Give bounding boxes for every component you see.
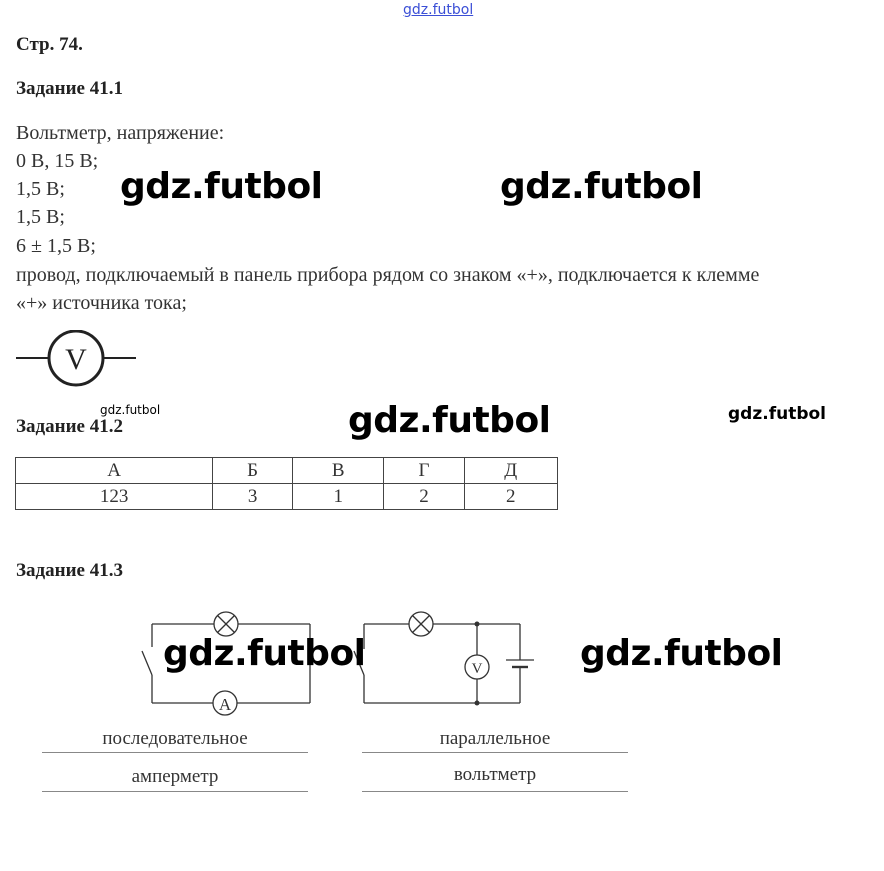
table-cell: 2	[384, 484, 464, 510]
table-header-cell: А	[16, 458, 213, 484]
task-41-3-title: Задание 41.3	[16, 560, 123, 581]
watermark-text: gdz.futbol	[580, 633, 783, 674]
watermark-text: gdz.futbol	[348, 400, 551, 441]
table-header-cell: В	[292, 458, 384, 484]
table-header-cell: Б	[213, 458, 293, 484]
task-41-2-title: Задание 41.2	[16, 416, 123, 437]
circuit2-connection-label: параллельное	[439, 728, 551, 749]
watermark-text: gdz.futbol	[500, 166, 703, 207]
answer-underline	[42, 791, 308, 792]
task-41-1-line: 1,5 В;	[16, 178, 65, 200]
circuit1-device-label: амперметр	[131, 766, 219, 787]
watermark-text: gdz.futbol	[100, 403, 161, 417]
task-41-1-line: «+» источника тока;	[16, 292, 187, 314]
circuit-parallel-diagram	[350, 605, 550, 725]
task-41-1-line: 0 В, 15 В;	[16, 150, 99, 172]
table-header-cell: Д	[464, 458, 557, 484]
watermark-text: gdz.futbol	[163, 633, 366, 674]
task-41-1-line: 6 ± 1,5 В;	[16, 235, 96, 257]
circuit2-device-label: вольтметр	[453, 764, 537, 785]
task-41-1-line: Вольтметр, напряжение:	[16, 122, 225, 144]
page-label: Стр. 74.	[16, 34, 83, 55]
watermark-text: gdz.futbol	[120, 166, 323, 207]
table-header-cell: Г	[384, 458, 464, 484]
voltmeter-letter-small: V	[471, 661, 483, 677]
task-41-1-line: провод, подключаемый в панель прибора рядом со знаком «+», подключается к клемме	[16, 264, 760, 286]
table-cell: 123	[16, 484, 213, 510]
table-header-row	[16, 458, 558, 484]
circuit1-connection-label: последовательное	[102, 728, 248, 749]
answer-table	[15, 457, 558, 510]
answer-underline	[362, 791, 628, 792]
watermark-text: gdz.futbol	[728, 404, 826, 424]
table-cell: 3	[213, 484, 293, 510]
task-41-1-line: 1,5 В;	[16, 206, 65, 228]
answer-underline	[362, 752, 628, 753]
task-41-1-title: Задание 41.1	[16, 78, 123, 99]
table-cell: 1	[292, 484, 384, 510]
answer-underline	[42, 752, 308, 753]
table-row	[16, 484, 558, 510]
watermark-top-link[interactable]: gdz.futbol	[403, 2, 474, 18]
ammeter-letter: A	[218, 695, 232, 714]
voltmeter-symbol	[16, 330, 140, 388]
table-cell: 2	[464, 484, 557, 510]
voltmeter-letter: V	[65, 343, 87, 376]
